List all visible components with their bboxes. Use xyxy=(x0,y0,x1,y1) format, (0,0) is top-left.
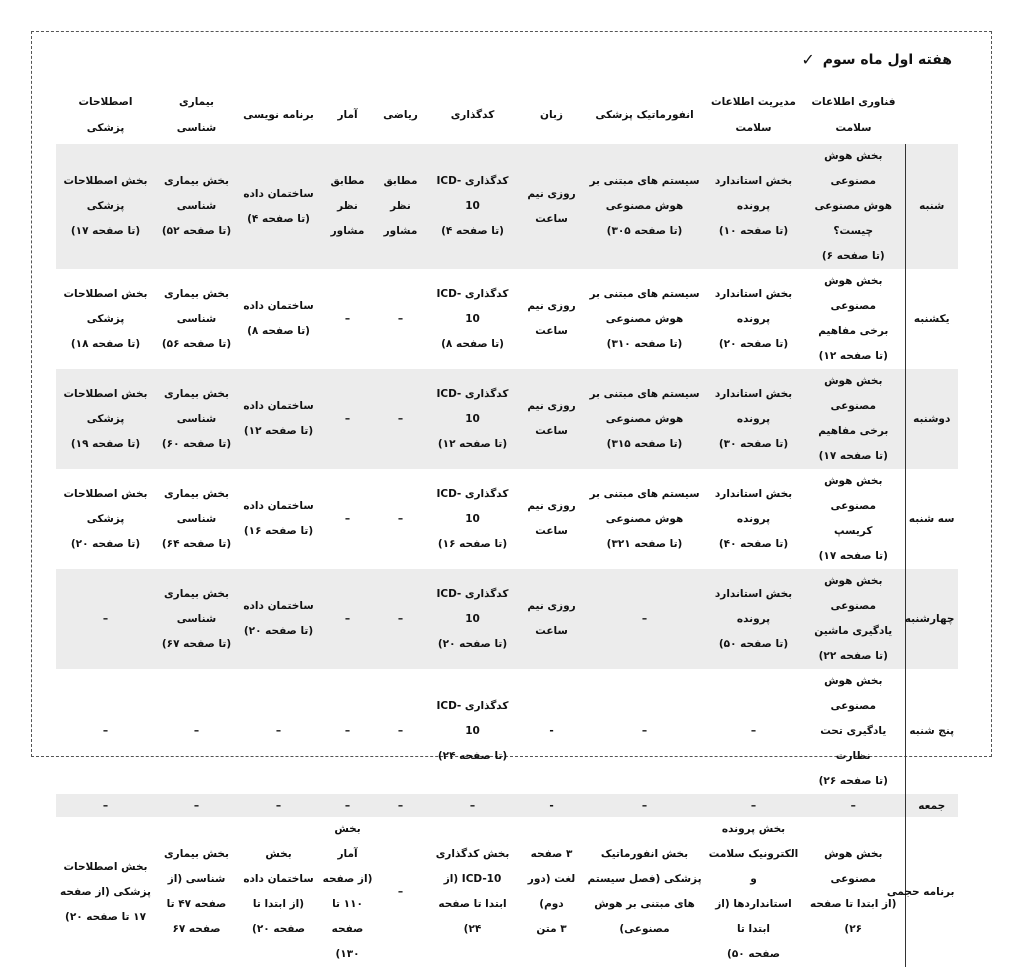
day-label: چهارشنبه xyxy=(906,569,958,669)
table-cell: – xyxy=(376,369,426,469)
table-cell: روزی نیم ساعت xyxy=(520,144,584,269)
header-medical-terminology: اصطلاحات پزشکی xyxy=(78,96,133,134)
table-cell: – xyxy=(344,725,351,737)
table-cell: بخش هوش مصنوعی یادگیری تحت نظارت (تا صفحه ۲۶) xyxy=(818,675,888,787)
table-cell: بخش هوش مصنوعی هوش مصنوعی چیست؟ (تا صفحه ۶) xyxy=(802,144,906,269)
table-cell: – xyxy=(344,512,351,525)
table-cell: بخش استاندارد پرونده (تا صفحه ۲۰) xyxy=(714,287,793,350)
table-cell: کدگذاری -ICD 10 (تا صفحه ۱۲) xyxy=(426,369,520,469)
table-cell: بخش هوش مصنوعی برخی مفاهیم (تا صفحه ۱۲) xyxy=(818,275,889,362)
table-cell: – xyxy=(320,794,376,817)
table-cell: بخش بیماری شناسی (تا صفحه ۶۴) xyxy=(161,487,232,550)
header-language: زبان xyxy=(540,109,563,121)
table-cell: بخش بیماری شناسی (تا صفحه ۶۰) xyxy=(156,369,238,469)
table-cell: بخش بیماری شناسی (تا صفحه ۵۲) xyxy=(156,144,238,269)
table-cell: – xyxy=(156,794,238,817)
table-cell: – xyxy=(344,312,351,325)
table-cell: سیستم های مبتنی بر هوش مصنوعی (تا صفحه ۳۱۵) xyxy=(584,369,706,469)
table-row xyxy=(56,269,958,369)
table-cell: بخش ساختمان داده (از ابتدا تا صفحه ۲۰) xyxy=(243,848,314,935)
table-cell: کدگذاری -ICD 10 (تا صفحه ۴) xyxy=(426,144,520,269)
table-cell: بخش استاندارد پرونده (تا صفحه ۴۰) xyxy=(714,487,793,550)
table-cell: بخش اصطلاحات پزشکی (تا صفحه ۲۰) xyxy=(63,487,148,550)
table-cell: – xyxy=(376,569,426,669)
table-cell: بخش هوش مصنوعی کریسپ (تا صفحه ۱۷) xyxy=(818,475,888,562)
table-cell: مطابق نظر مشاور xyxy=(320,144,376,269)
table-cell: – xyxy=(584,794,706,817)
table-cell: مطابق نظر مشاور xyxy=(376,144,426,269)
day-label: دوشنبه xyxy=(906,369,958,469)
table-cell: – xyxy=(56,794,156,817)
table-cell: کدگذاری -ICD 10 (تا صفحه ۱۶) xyxy=(436,487,509,550)
table-cell: – xyxy=(706,794,802,817)
table-cell: – xyxy=(238,794,320,817)
table-cell: – xyxy=(275,725,282,737)
table-row xyxy=(56,569,958,669)
check-icon: ✓ xyxy=(801,50,815,69)
table-cell: – xyxy=(193,725,200,737)
table-cell: سیستم های مبتنی بر هوش مصنوعی (تا صفحه ۳۲۱) xyxy=(589,487,700,550)
table-cell: – xyxy=(320,369,376,469)
heading-title: هفته اول ماه سوم xyxy=(822,51,952,68)
table-cell: ساختمان داده (تا صفحه ۱۶) xyxy=(243,500,314,537)
table-cell: سیستم های مبتنی بر هوش مصنوعی (تا صفحه ۳۱۰) xyxy=(589,287,700,350)
table-cell: - xyxy=(520,794,584,817)
table-cell: – xyxy=(56,569,156,669)
table-cell: بخش بیماری شناسی (از صفحه ۴۷ تا صفحه ۶۷ xyxy=(164,848,229,935)
table-cell: بخش اصطلاحات پزشکی (از صفحه ۱۷ تا صفحه ۲۰) xyxy=(60,860,151,923)
table-cell: – xyxy=(397,312,404,325)
table-cell: بخش هوش مصنوعی یادگیری ماشین (تا صفحه ۲۲) xyxy=(802,569,906,669)
table-cell: – xyxy=(750,725,757,737)
table-cell: - xyxy=(549,725,554,737)
table-cell: بخش استاندارد پرونده (تا صفحه ۱۰) xyxy=(706,144,802,269)
header-coding: کدگذاری xyxy=(450,109,495,121)
header-programming: برنامه نویسی xyxy=(243,109,314,121)
table-row xyxy=(56,369,958,469)
table-row xyxy=(56,669,958,794)
table-cell: بخش آمار (از صفحه ۱۱۰ تا صفحه ۱۳۰) xyxy=(322,823,373,960)
table-cell: سیستم های مبتنی بر هوش مصنوعی (تا صفحه ۳۰۵) xyxy=(584,144,706,269)
table-cell: بخش استاندارد پرونده (تا صفحه ۳۰) xyxy=(706,369,802,469)
table-cell: روزی نیم ساعت xyxy=(527,500,576,537)
table-cell: کدگذاری -ICD 10 (تا صفحه ۲۰) xyxy=(426,569,520,669)
header-statistics: آمار xyxy=(337,109,358,121)
day-label: یکشنبه xyxy=(906,269,958,369)
table-cell: کدگذاری -ICD 10 (تا صفحه ۲۴) xyxy=(436,700,509,762)
table-cell: ساختمان داده (تا صفحه ۴) xyxy=(238,144,320,269)
table-row xyxy=(56,144,958,269)
table-row xyxy=(56,469,958,569)
table-cell: بخش انفورماتیک پزشکی (فصل سیستم های مبتنی بر هوش مصنوعی) xyxy=(587,848,702,935)
table-cell: – xyxy=(376,794,426,817)
table-cell: بخش اصطلاحات پزشکی (تا صفحه ۱۸) xyxy=(63,287,148,350)
day-label: سه شنبه xyxy=(906,469,958,569)
table-cell: بخش کدگذاری ICD-10 (از ابتدا تا صفحه ۲۴) xyxy=(435,848,510,935)
table-cell: کدگذاری -ICD 10 (تا صفحه ۸) xyxy=(436,287,509,350)
table-row xyxy=(56,817,958,967)
table-cell: ۳ صفحه لغت (دور دوم) ۳ متن xyxy=(527,848,576,935)
day-label: شنبه xyxy=(906,144,958,269)
table-cell: بخش هوش مصنوعی برخی مفاهیم (تا صفحه ۱۷) xyxy=(802,369,906,469)
table-cell: ساختمان داده (تا صفحه ۱۲) xyxy=(238,369,320,469)
table-row xyxy=(56,794,958,817)
table-cell: – xyxy=(426,794,520,817)
header-pathology: بیماری شناسی xyxy=(176,96,217,134)
header-medical-informatics: انفورماتیک پزشکی xyxy=(595,109,694,121)
table-cell: – xyxy=(802,794,906,817)
weekly-schedule-table xyxy=(55,86,958,967)
table-cell: بخش استاندارد پرونده (تا صفحه ۵۰) xyxy=(706,569,802,669)
header-day-corner xyxy=(906,86,958,144)
table-cell: ساختمان داده (تا صفحه ۲۰) xyxy=(238,569,320,669)
table-cell: روزی نیم ساعت xyxy=(520,569,584,669)
table-cell: ساختمان داده (تا صفحه ۸) xyxy=(243,300,314,337)
table-cell: – xyxy=(102,725,109,737)
day-label: پنج شنبه xyxy=(906,669,958,794)
table-cell: بخش اصطلاحات پزشکی (تا صفحه ۱۹) xyxy=(56,369,156,469)
table-cell: بخش پرونده الکترونیک سلامت و استانداردها (از ابتدا تا صفحه ۵۰) xyxy=(708,823,799,960)
page-heading xyxy=(801,50,952,69)
table-cell: روزی نیم ساعت xyxy=(520,369,584,469)
table-cell: بخش اصطلاحات پزشکی (تا صفحه ۱۷) xyxy=(56,144,156,269)
table-cell: روزی نیم ساعت xyxy=(527,300,576,337)
table-cell: – xyxy=(397,725,404,737)
table-cell: – xyxy=(397,512,404,525)
table-cell: – xyxy=(641,725,648,737)
table-cell: بخش هوش مصنوعی (از ابتدا تا صفحه ۲۶) xyxy=(810,848,897,935)
day-label: برنامه حجمی xyxy=(906,817,958,967)
table-cell: – xyxy=(397,885,404,898)
table-cell: – xyxy=(584,569,706,669)
header-health-info-management: مدیریت اطلاعات سلامت xyxy=(711,96,796,134)
table-cell: بخش بیماری شناسی (تا صفحه ۶۷) xyxy=(156,569,238,669)
table-cell: – xyxy=(320,569,376,669)
day-label: جمعه xyxy=(906,794,958,817)
header-row xyxy=(56,86,958,144)
header-health-it: فناوری اطلاعات سلامت xyxy=(811,96,896,134)
table-cell: بخش بیماری شناسی (تا صفحه ۵۶) xyxy=(161,287,232,350)
header-math: ریاضی xyxy=(383,109,418,121)
